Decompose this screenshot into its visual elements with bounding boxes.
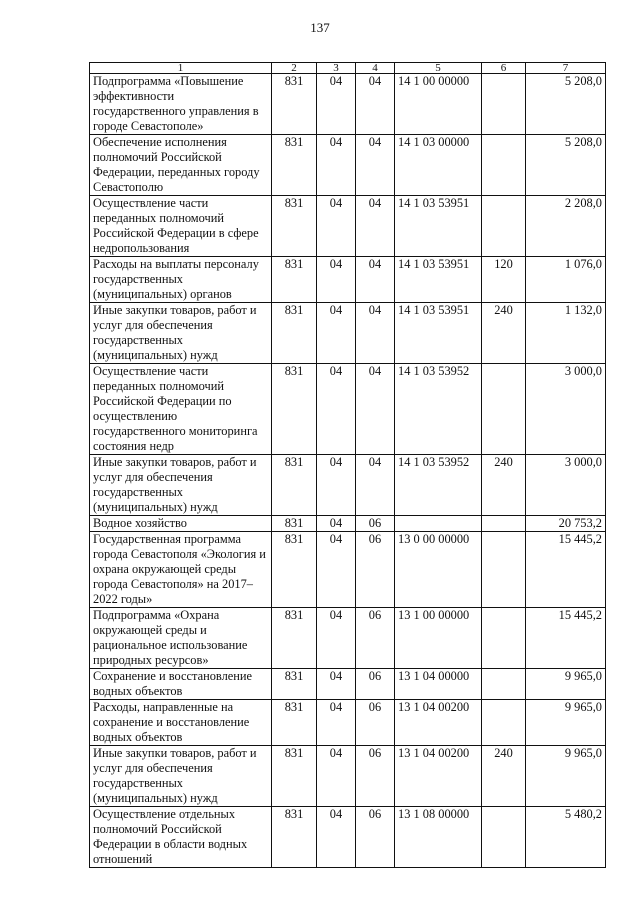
cell-section: 04	[317, 700, 356, 746]
cell-section: 04	[317, 364, 356, 455]
cell-subsection: 06	[356, 807, 395, 868]
cell-target-article: 14 1 03 53951	[395, 303, 482, 364]
table-row	[90, 74, 606, 135]
cell-grbs: 831	[272, 74, 317, 135]
cell-amount: 1 076,0	[526, 257, 606, 303]
cell-name: Подпрограмма «Повышение эффективности государственного управления в городе Севастополе»	[90, 74, 272, 135]
table-row	[90, 669, 606, 700]
cell-amount: 15 445,2	[526, 608, 606, 669]
cell-grbs: 831	[272, 135, 317, 196]
col-header-grbs: 2	[272, 63, 317, 74]
cell-amount: 1 132,0	[526, 303, 606, 364]
cell-target-article: 14 1 03 53952	[395, 364, 482, 455]
cell-name: Осуществление части переданных полномочий Российской Федерации по осуществлению государственного мониторинга состояния недр	[90, 364, 272, 455]
cell-expense-type	[482, 532, 526, 608]
cell-name: Иные закупки товаров, работ и услуг для обеспечения государственных (муниципальных) нужд	[90, 746, 272, 807]
cell-subsection: 06	[356, 516, 395, 532]
cell-subsection: 04	[356, 74, 395, 135]
table-row	[90, 608, 606, 669]
header-row	[90, 63, 606, 74]
cell-expense-type	[482, 516, 526, 532]
cell-section: 04	[317, 455, 356, 516]
cell-grbs: 831	[272, 196, 317, 257]
table-row	[90, 455, 606, 516]
table-row	[90, 516, 606, 532]
cell-expense-type	[482, 74, 526, 135]
cell-target-article: 14 1 03 53952	[395, 455, 482, 516]
cell-expense-type: 240	[482, 746, 526, 807]
cell-target-article: 13 0 00 00000	[395, 532, 482, 608]
cell-name: Государственная программа города Севастополя «Экология и охрана окружающей среды города Севастополя» на 2017–2022 годы»	[90, 532, 272, 608]
cell-expense-type	[482, 196, 526, 257]
cell-section: 04	[317, 303, 356, 364]
cell-amount: 5 208,0	[526, 74, 606, 135]
cell-expense-type	[482, 135, 526, 196]
table-row	[90, 364, 606, 455]
cell-target-article: 13 1 04 00200	[395, 700, 482, 746]
cell-subsection: 04	[356, 257, 395, 303]
table-row	[90, 257, 606, 303]
cell-expense-type	[482, 669, 526, 700]
cell-grbs: 831	[272, 455, 317, 516]
cell-name: Иные закупки товаров, работ и услуг для обеспечения государственных (муниципальных) нужд	[90, 455, 272, 516]
cell-name: Осуществление части переданных полномочий Российской Федерации в сфере недропользования	[90, 196, 272, 257]
cell-amount: 9 965,0	[526, 700, 606, 746]
cell-grbs: 831	[272, 700, 317, 746]
cell-target-article: 13 1 04 00000	[395, 669, 482, 700]
cell-grbs: 831	[272, 807, 317, 868]
cell-expense-type: 120	[482, 257, 526, 303]
cell-subsection: 04	[356, 455, 395, 516]
cell-grbs: 831	[272, 364, 317, 455]
cell-section: 04	[317, 74, 356, 135]
cell-subsection: 04	[356, 364, 395, 455]
cell-grbs: 831	[272, 608, 317, 669]
cell-target-article: 13 1 00 00000	[395, 608, 482, 669]
table-row	[90, 746, 606, 807]
cell-subsection: 04	[356, 135, 395, 196]
cell-expense-type	[482, 364, 526, 455]
cell-expense-type	[482, 807, 526, 868]
table-row	[90, 532, 606, 608]
cell-amount: 2 208,0	[526, 196, 606, 257]
col-header-target-article: 5	[395, 63, 482, 74]
cell-target-article: 14 1 03 00000	[395, 135, 482, 196]
cell-amount: 20 753,2	[526, 516, 606, 532]
table-row	[90, 700, 606, 746]
cell-target-article	[395, 516, 482, 532]
cell-name: Осуществление отдельных полномочий Российской Федерации в области водных отношений	[90, 807, 272, 868]
col-header-subsection: 4	[356, 63, 395, 74]
col-header-amount: 7	[526, 63, 606, 74]
cell-amount: 3 000,0	[526, 364, 606, 455]
cell-amount: 3 000,0	[526, 455, 606, 516]
cell-subsection: 06	[356, 746, 395, 807]
col-header-expense-type: 6	[482, 63, 526, 74]
cell-section: 04	[317, 746, 356, 807]
col-header-name: 1	[90, 63, 272, 74]
cell-name: Расходы, направленные на сохранение и восстановление водных объектов	[90, 700, 272, 746]
table-row	[90, 196, 606, 257]
cell-name: Иные закупки товаров, работ и услуг для обеспечения государственных (муниципальных) нужд	[90, 303, 272, 364]
cell-subsection: 04	[356, 303, 395, 364]
cell-subsection: 06	[356, 669, 395, 700]
cell-target-article: 14 1 03 53951	[395, 257, 482, 303]
cell-target-article: 13 1 08 00000	[395, 807, 482, 868]
cell-expense-type	[482, 608, 526, 669]
table-row	[90, 807, 606, 868]
cell-target-article: 14 1 03 53951	[395, 196, 482, 257]
col-header-section: 3	[317, 63, 356, 74]
cell-expense-type	[482, 700, 526, 746]
page-number: 137	[310, 20, 330, 35]
table-row	[90, 135, 606, 196]
cell-section: 04	[317, 196, 356, 257]
cell-section: 04	[317, 516, 356, 532]
cell-grbs: 831	[272, 257, 317, 303]
cell-amount: 5 480,2	[526, 807, 606, 868]
cell-name: Обеспечение исполнения полномочий Российской Федерации, переданных городу Севастополю	[90, 135, 272, 196]
cell-amount: 5 208,0	[526, 135, 606, 196]
cell-section: 04	[317, 257, 356, 303]
cell-section: 04	[317, 608, 356, 669]
cell-name: Водное хозяйство	[90, 516, 272, 532]
cell-grbs: 831	[272, 516, 317, 532]
budget-table	[89, 62, 606, 868]
cell-subsection: 06	[356, 608, 395, 669]
cell-target-article: 14 1 00 00000	[395, 74, 482, 135]
cell-section: 04	[317, 532, 356, 608]
cell-expense-type: 240	[482, 455, 526, 516]
cell-target-article: 13 1 04 00200	[395, 746, 482, 807]
cell-grbs: 831	[272, 746, 317, 807]
cell-subsection: 06	[356, 700, 395, 746]
cell-section: 04	[317, 135, 356, 196]
cell-amount: 9 965,0	[526, 746, 606, 807]
cell-section: 04	[317, 807, 356, 868]
cell-name: Подпрограмма «Охрана окружающей среды и рациональное использование природных ресурсов»	[90, 608, 272, 669]
cell-section: 04	[317, 669, 356, 700]
cell-subsection: 04	[356, 196, 395, 257]
cell-amount: 15 445,2	[526, 532, 606, 608]
cell-name: Расходы на выплаты персоналу государственных (муниципальных) органов	[90, 257, 272, 303]
cell-expense-type: 240	[482, 303, 526, 364]
cell-grbs: 831	[272, 669, 317, 700]
table-row	[90, 303, 606, 364]
cell-grbs: 831	[272, 303, 317, 364]
cell-grbs: 831	[272, 532, 317, 608]
cell-subsection: 06	[356, 532, 395, 608]
cell-amount: 9 965,0	[526, 669, 606, 700]
cell-name: Сохранение и восстановление водных объектов	[90, 669, 272, 700]
